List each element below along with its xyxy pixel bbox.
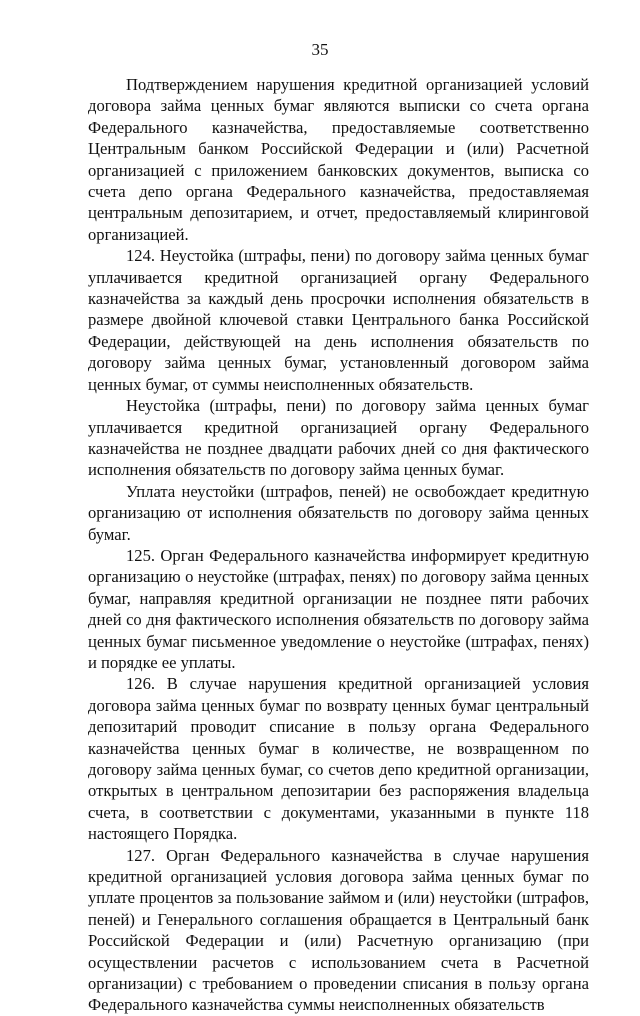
paragraph-125: 125. Орган Федерального казначейства информирует кредитную организацию о неустойке (штрафах, пенях) по договору займа ценных бумаг, направляя кредитной организации не позднее пяти рабочих дней со дня фактического исполнения обязательств по договору займа ценных бумаг письменное уведомление о неустойке (штрафах, пенях) и порядке ее уплаты. <box>88 545 589 672</box>
page-number: 35 <box>311 40 329 59</box>
paragraph-126: 126. В случае нарушения кредитной организацией условия договора займа ценных бумаг по возврату ценных бумаг центральный депозитарий проводит списание в пользу органа Федерального казначейства ценных бумаг в количестве, не возвращенном по договору займа ценных бумаг, со счетов депо кредитной организации, открытых в центральном депозитарии без распоряжения владельца счета, в соответствии с документами, указанными в пункте 118 настоящего Порядка. <box>88 674 589 844</box>
paragraph-124: 124. Неустойка (штрафы, пени) по договору займа ценных бумаг уплачивается кредитной организацией органу Федерального казначейства за каждый день просрочки исполнения обязательств в размере двойной ключевой ставки Центрального банка Российской Федерации, действующей на день исполнения обязательств по договору займа ценных бумаг, установленный договором займа ценных бумаг, от суммы неисполненных обязательств. <box>88 246 589 394</box>
paragraph-confirmation-of-violation: Подтверждением нарушения кредитной организацией условий договора займа ценных бумаг являются выписки со счета органа Федерального казначейства, предоставляемые соответственно Центральным банком Российской Федерации и (или) Расчетной организацией с приложением банковских документов, выписка со счета депо органа Федерального казначейства, предоставляемая центральным депозитарием, и отчет, предоставляемый клиринговой организацией. <box>88 75 589 244</box>
paragraph-penalty-payment-deadline: Неустойка (штрафы, пени) по договору займа ценных бумаг уплачивается кредитной организацией органу Федерального казначейства не позднее двадцати рабочих дней со дня фактического исполнения обязательств по договору займа ценных бумаг. <box>88 396 589 480</box>
paragraph-penalty-not-releasing: Уплата неустойки (штрафов, пеней) не освобождает кредитную организацию от исполнения обязательств по договору займа ценных бумаг. <box>88 481 589 544</box>
body-text <box>88 74 589 1016</box>
paragraph-127: 127. Орган Федерального казначейства в случае нарушения кредитной организацией условия договора займа ценных бумаг по уплате процентов за пользование займом и (или) неустойки (штрафов, пеней) и Генерального соглашения обращается в Центральный банк Российской Федерации и (или) Расчетную организацию (при осуществлении расчетов с использованием счета в Расчетной организации) с требованием о проведении списания в пользу органа Федерального казначейства суммы неисполненных обязательств <box>88 845 589 1015</box>
